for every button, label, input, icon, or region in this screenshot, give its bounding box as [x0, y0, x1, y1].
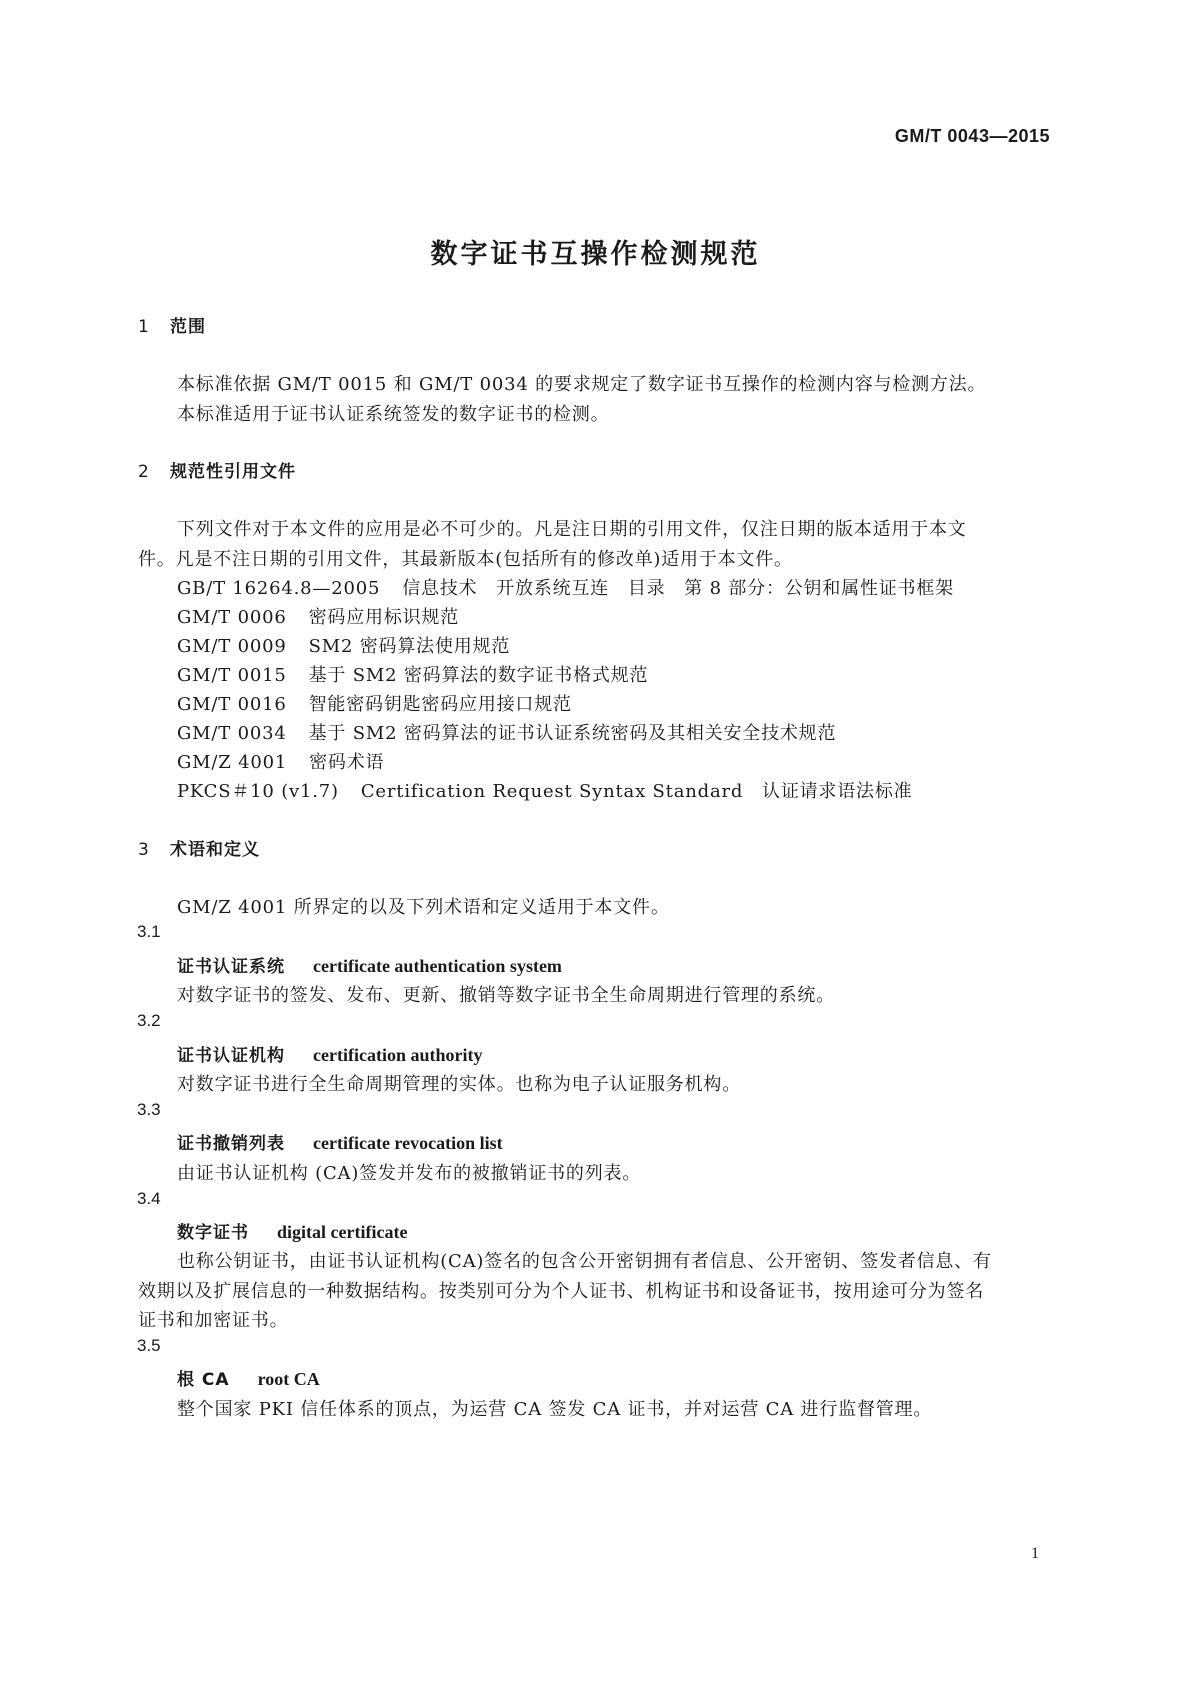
section-title: 规范性引用文件: [170, 462, 296, 482]
reference-item: [177, 661, 648, 687]
section-number: 3: [138, 840, 150, 860]
term-heading: [177, 952, 562, 977]
term-number: 3.2: [137, 1011, 161, 1030]
reference-item: [177, 603, 459, 629]
references-intro-line-2: 件。凡是不注日期的引用文件，其最新版本(包括所有的修改单)适用于本文件。: [138, 549, 793, 570]
term-zh: 证书撤销列表: [177, 1134, 285, 1154]
reference-item: [177, 719, 836, 745]
reference-code: GM/T 0016: [177, 694, 287, 715]
term-en: certification authority: [313, 1045, 483, 1065]
reference-code: GM/T 0015: [177, 665, 287, 686]
scope-paragraph-2: 本标准适用于证书认证系统签发的数字证书的检测。: [177, 404, 610, 425]
term-definition: 也称公钥证书，由证书认证机构(CA)签名的包含公开密钥拥有者信息、公开密钥、签发者信息、有: [177, 1251, 992, 1272]
term-en: certificate revocation list: [313, 1133, 503, 1153]
term-definition: 对数字证书的签发、发布、更新、撤销等数字证书全生命周期进行管理的系统。: [177, 985, 835, 1006]
section-1-heading: [138, 312, 206, 337]
term-zh: 证书认证系统: [177, 957, 285, 977]
section-3-heading: [138, 835, 260, 860]
reference-code: PKCS＃10 (v1.7): [177, 781, 339, 802]
reference-code: GM/Z 4001: [177, 752, 288, 773]
term-definition: 对数字证书进行全生命周期管理的实体。也称为电子认证服务机构。: [177, 1074, 741, 1095]
reference-title: 密码术语: [309, 752, 385, 773]
reference-item: [177, 690, 572, 716]
references-intro-line-1: 下列文件对于本文件的应用是必不可少的。凡是注日期的引用文件，仅注日期的版本适用于本文: [177, 519, 967, 540]
reference-title: Certification Request Syntax Standard 认证请求语法标准: [360, 781, 913, 802]
reference-code: GB/T 16264.8—2005: [177, 578, 381, 599]
term-heading: [177, 1365, 320, 1390]
term-en: root CA: [257, 1369, 320, 1389]
reference-title: 信息技术 开放系统互连 目录 第 8 部分：公钥和属性证书框架: [402, 578, 954, 599]
term-zh: 证书认证机构: [177, 1046, 285, 1066]
section-title: 术语和定义: [170, 840, 260, 860]
reference-title: 智能密码钥匙密码应用接口规范: [308, 694, 572, 715]
section-2-heading: [138, 457, 296, 482]
reference-item: [177, 574, 954, 600]
scope-paragraph-1: 本标准依据 GM/T 0015 和 GM/T 0034 的要求规定了数字证书互操作的检测内容与检测方法。: [177, 374, 987, 395]
standard-number: GM/T 0043—2015: [894, 126, 1050, 146]
reference-item: [177, 777, 912, 803]
reference-code: GM/T 0009: [177, 636, 287, 657]
term-number: 3.1: [137, 922, 161, 941]
term-heading: [177, 1041, 482, 1066]
term-definition: 证书和加密证书。: [138, 1310, 289, 1331]
reference-code: GM/T 0006: [177, 607, 287, 628]
term-zh: 数字证书: [177, 1223, 249, 1243]
reference-item: [177, 748, 384, 774]
term-number: 3.3: [137, 1100, 161, 1119]
term-heading: [177, 1218, 407, 1243]
section-number: 2: [138, 462, 150, 482]
terms-intro: GM/Z 4001 所界定的以及下列术语和定义适用于本文件。: [177, 897, 670, 918]
reference-code: GM/T 0034: [177, 723, 287, 744]
term-en: digital certificate: [277, 1222, 408, 1242]
reference-item: [177, 632, 510, 658]
term-definition: 由证书认证机构 (CA)签发并发布的被撤销证书的列表。: [177, 1163, 642, 1184]
term-definition: 整个国家 PKI 信任体系的顶点，为运营 CA 签发 CA 证书，并对运营 CA 进行监督管理。: [177, 1399, 933, 1420]
section-number: 1: [138, 317, 150, 337]
term-definition: 效期以及扩展信息的一种数据结构。按类别可分为个人证书、机构证书和设备证书，按用途可分为签名: [138, 1281, 984, 1302]
document-title: 数字证书互操作检测规范: [430, 239, 761, 270]
section-title: 范围: [170, 317, 206, 337]
reference-title: SM2 密码算法使用规范: [308, 636, 511, 657]
term-number: 3.5: [137, 1336, 161, 1355]
term-heading: [177, 1129, 503, 1154]
reference-title: 密码应用标识规范: [308, 607, 460, 628]
reference-title: 基于 SM2 密码算法的数字证书格式规范: [308, 665, 649, 686]
reference-title: 基于 SM2 密码算法的证书认证系统密码及其相关安全技术规范: [308, 723, 837, 744]
term-zh: 根 CA: [177, 1370, 230, 1390]
page-number: 1: [1031, 1545, 1039, 1562]
term-number: 3.4: [137, 1189, 161, 1208]
term-en: certificate authentication system: [313, 956, 562, 976]
